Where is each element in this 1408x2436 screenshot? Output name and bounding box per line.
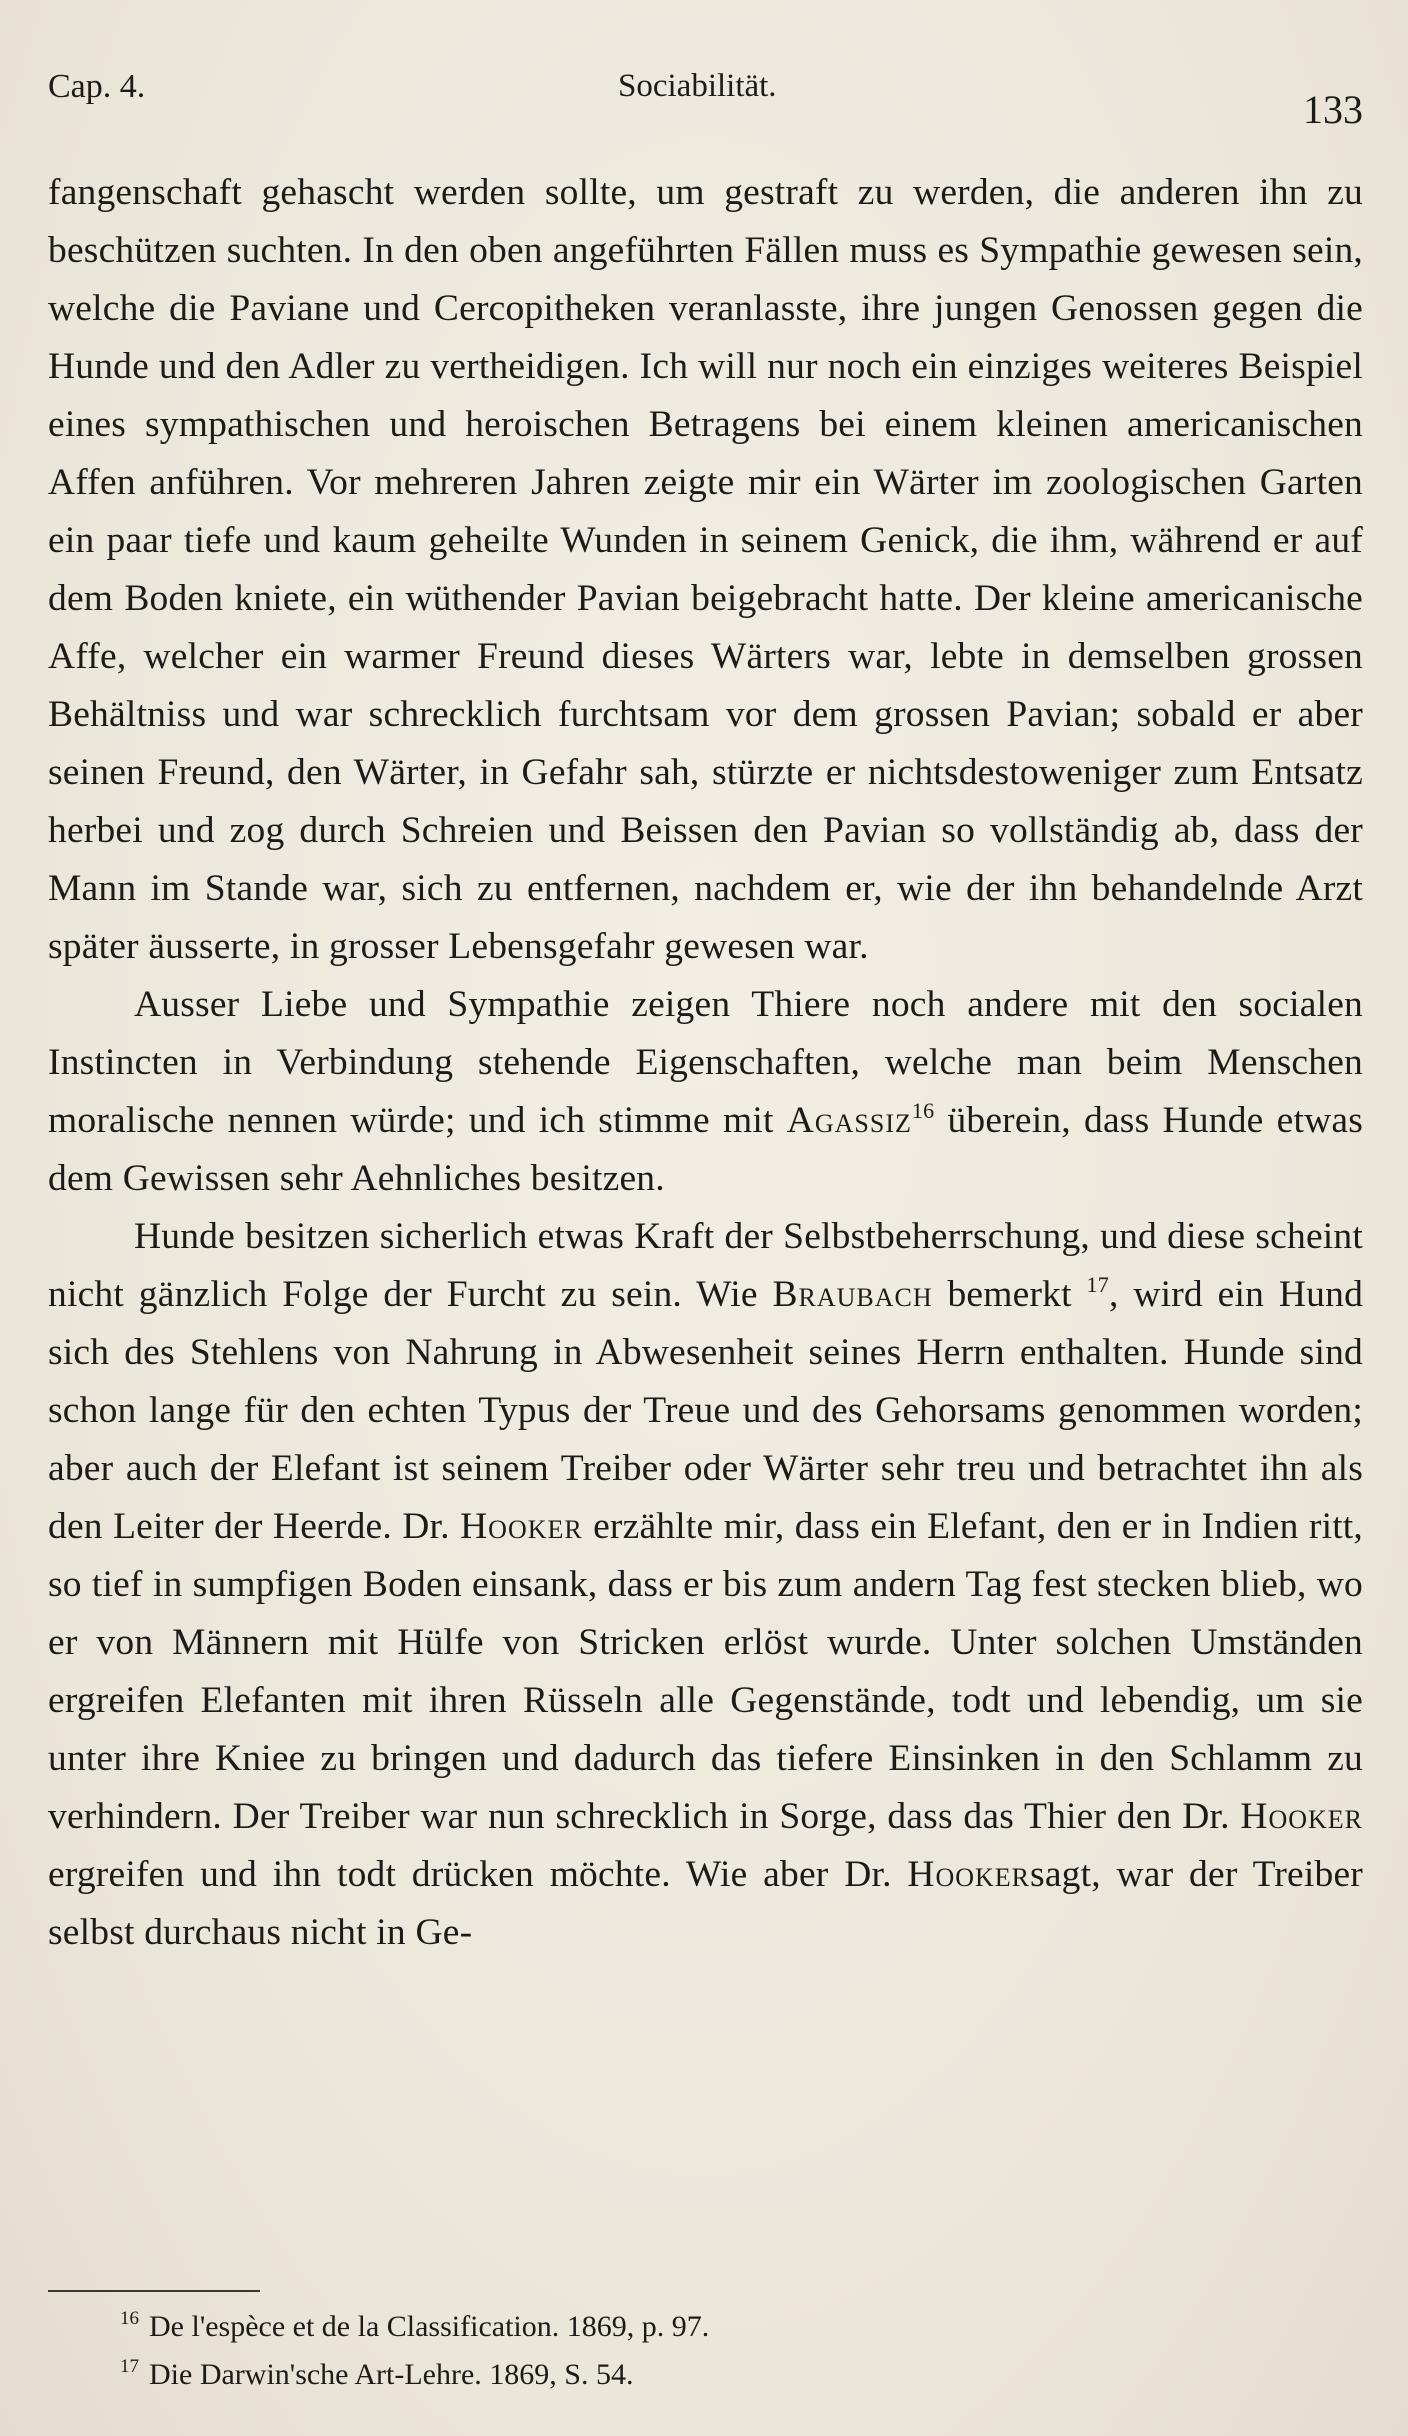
author-name-hooker: Hooker <box>907 1854 1031 1895</box>
paragraph-text: bemerkt <box>947 1274 1072 1315</box>
footnotes <box>120 2303 1320 2399</box>
author-name-braubach: Braubach <box>772 1274 933 1315</box>
chapter-label: Cap. 4. <box>48 68 146 105</box>
footnote-text: Die Darwin'sche Art-Lehre. 1869, S. 54. <box>149 2358 634 2391</box>
author-name-hooker: Hooker <box>460 1506 583 1547</box>
paragraph-text: sagt, war der Treiber selbst durchaus nicht in Ge- <box>48 1854 1363 1953</box>
paragraph-text: Ausser Liebe und Sympathie zeigen Thiere noch andere mit den socialen Instincten in Verbindung stehende Eigenschaften, welche man beim Menschen moralische nennen würde; und ich stimme mit <box>48 984 1363 1141</box>
footnote-marker: 16 <box>120 2308 139 2329</box>
author-name-hooker: Hooker <box>1240 1796 1363 1837</box>
running-head <box>48 68 1363 132</box>
paragraph-text: , wird ein Hund sich des Stehlens von Nahrung in Abwesenheit seines Herrn enthalten. Hunde sind schon lange für den echten Typus der Treue und des Gehorsams genommen worden; aber auch der Elefant ist seinem Treiber oder Wärter sehr treu und betrachtet ihn als den Leiter der Heerde. Dr. <box>48 1274 1364 1547</box>
paragraph-continued: fangenschaft gehascht werden sollte, um gestraft zu werden, die anderen ihn zu beschützen suchten. In den oben angeführten Fällen muss es Sympathie gewesen sein, welche die Paviane und Cercopitheken veranlasste, ihre jungen Genossen gegen die Hunde und den Adler zu vertheidigen. Ich will nur noch ein einziges weiteres Beispiel eines sympathischen und heroischen Betragens bei einem kleinen americanischen Affen anführen. Vor mehreren Jahren zeigte mir ein Wärter im zoologischen Garten ein paar tiefe und kaum geheilte Wunden in seinem Genick, die ihm, während er auf dem Boden kniete, ein wüthender Pavian beigebracht hatte. Der kleine americanische Affe, welcher ein warmer Freund dieses Wärters war, lebte in demselben grossen Behältniss und war schrecklich furchtsam vor dem grossen Pavian; sobald er aber seinen Freund, den Wärter, in Gefahr sah, stürzte er nichtsdestoweniger zum Entsatz herbei und zog durch Schreien und Beissen den Pavian so vollständig ab, dass der Mann im Stande war, sich zu entfernen, nachdem er, wie der ihn behandelnde Arzt später äusserte, in grosser Lebensgefahr gewesen war. <box>48 172 1363 967</box>
footnote-text: De l'espèce et de la Classification. 1869, p. 97. <box>149 2310 710 2343</box>
paragraph-self-command <box>48 1208 1363 1962</box>
author-name-agassiz: Agassiz <box>786 1100 912 1141</box>
footnote-marker: 17 <box>120 2356 139 2377</box>
footnote-16 <box>120 2303 1320 2351</box>
footnote-divider <box>48 2290 260 2292</box>
footnote-ref-16: 16 <box>911 1098 935 1123</box>
page-number: 133 <box>1303 87 1363 132</box>
body-text <box>48 164 1363 1962</box>
paragraph-text: erzählte mir, dass ein Elefant, den er in Indien ritt, so tief in sumpfigen Boden einsank, dass er bis zum andern Tag fest stecken blieb, wo er von Männern mit Hülfe von Stricken erlöst wurde. Unter solchen Umständen ergreifen Elefanten mit ihren Rüsseln alle Gegenstände, todt und lebendig, um sie unter ihre Kniee zu bringen und dadurch das tiefere Einsinken in den Schlamm zu verhindern. Der Treiber war nun schrecklich in Sorge, dass das Thier den Dr. <box>48 1506 1364 1837</box>
paragraph-text: ergreifen und ihn todt drücken möchte. Wie aber Dr. <box>48 1854 892 1895</box>
paragraph-text: überein, dass Hunde etwas dem Gewissen sehr Aehnliches besitzen. <box>48 1100 1364 1199</box>
footnote-17 <box>120 2351 1320 2399</box>
running-title: Sociabilität. <box>618 68 777 104</box>
footnote-ref-17: 17 <box>1086 1272 1109 1297</box>
paragraph-text: Hunde besitzen sicherlich etwas Kraft der Selbstbeherrschung, und diese scheint nicht gänzlich Folge der Furcht zu sein. Wie <box>48 1216 1363 1315</box>
paragraph-moral-qualities <box>48 976 1363 1208</box>
